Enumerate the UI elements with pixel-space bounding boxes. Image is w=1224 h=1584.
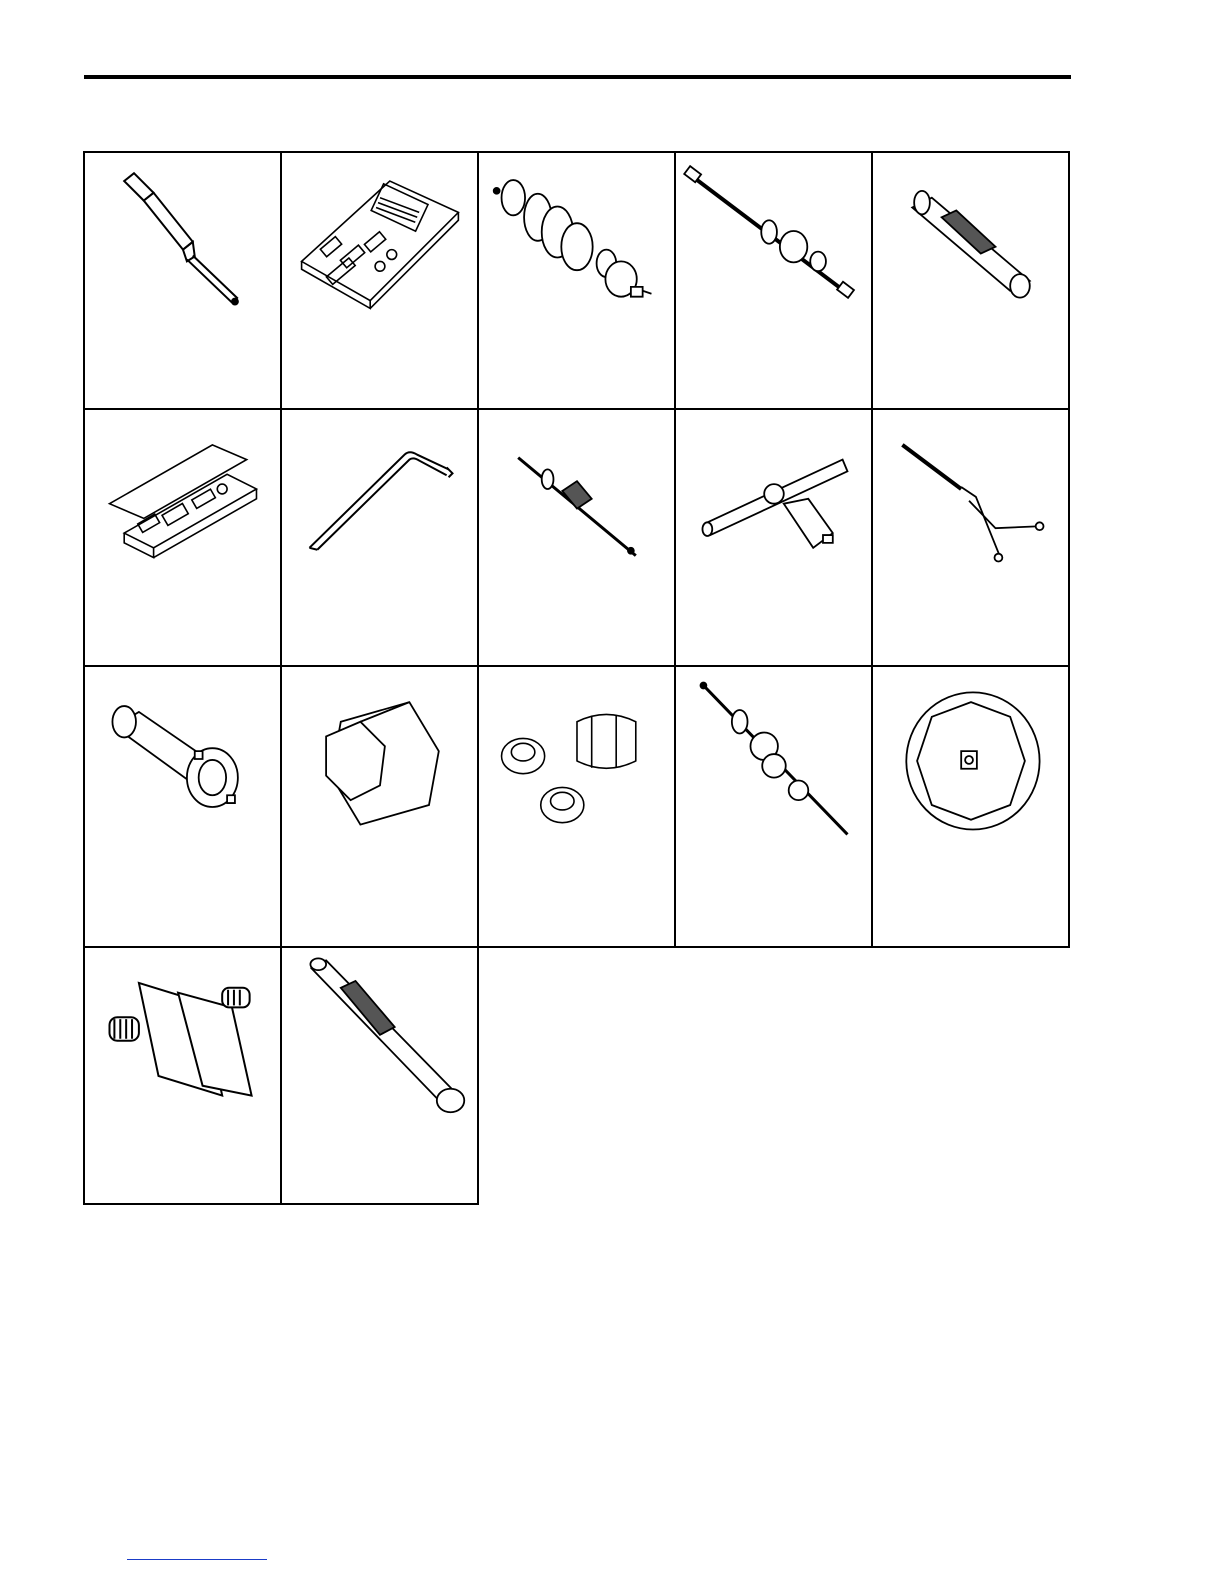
tool-kit-case-icon xyxy=(282,153,477,408)
dual-screw-clamp-icon xyxy=(85,948,280,1203)
tool-cell-14 xyxy=(674,665,873,948)
terminal-remover-icon xyxy=(85,153,280,408)
tool-cell-2 xyxy=(280,151,479,410)
tool-cell-9 xyxy=(674,408,873,667)
knurled-tube-driver-icon xyxy=(282,948,477,1203)
spanner-holder-icon xyxy=(873,410,1068,665)
bearing-puller-rod-icon xyxy=(676,153,871,408)
tool-cell-17 xyxy=(280,946,479,1205)
footer-link[interactable] xyxy=(127,1559,267,1560)
tool-cell-13 xyxy=(477,665,676,948)
castellated-socket-icon xyxy=(85,667,280,946)
tool-cell-10 xyxy=(871,408,1070,667)
tool-cell-3 xyxy=(477,151,676,410)
torx-l-wrench-icon xyxy=(282,410,477,665)
tool-cell-5 xyxy=(871,151,1070,410)
hex-socket-icon xyxy=(282,667,477,946)
tool-cell-7 xyxy=(280,408,479,667)
bearing-remover-rod-icon xyxy=(676,667,871,946)
slide-hammer-icon xyxy=(479,410,674,665)
tool-cell-11 xyxy=(83,665,282,948)
knurled-sleeve-icon xyxy=(873,153,1068,408)
split-collar-set-icon xyxy=(479,667,674,946)
socket-set-case-icon xyxy=(85,410,280,665)
bearing-installer-set-icon xyxy=(479,153,674,408)
t-handle-extractor-icon xyxy=(676,410,871,665)
tool-cell-1 xyxy=(83,151,282,410)
octagonal-oil-filter-wrench-icon xyxy=(873,667,1068,946)
tool-cell-12 xyxy=(280,665,479,948)
top-rule xyxy=(84,75,1071,79)
tool-cell-6 xyxy=(83,408,282,667)
tool-cell-4 xyxy=(674,151,873,410)
tool-cell-15 xyxy=(871,665,1070,948)
tool-cell-16 xyxy=(83,946,282,1205)
tool-cell-8 xyxy=(477,408,676,667)
